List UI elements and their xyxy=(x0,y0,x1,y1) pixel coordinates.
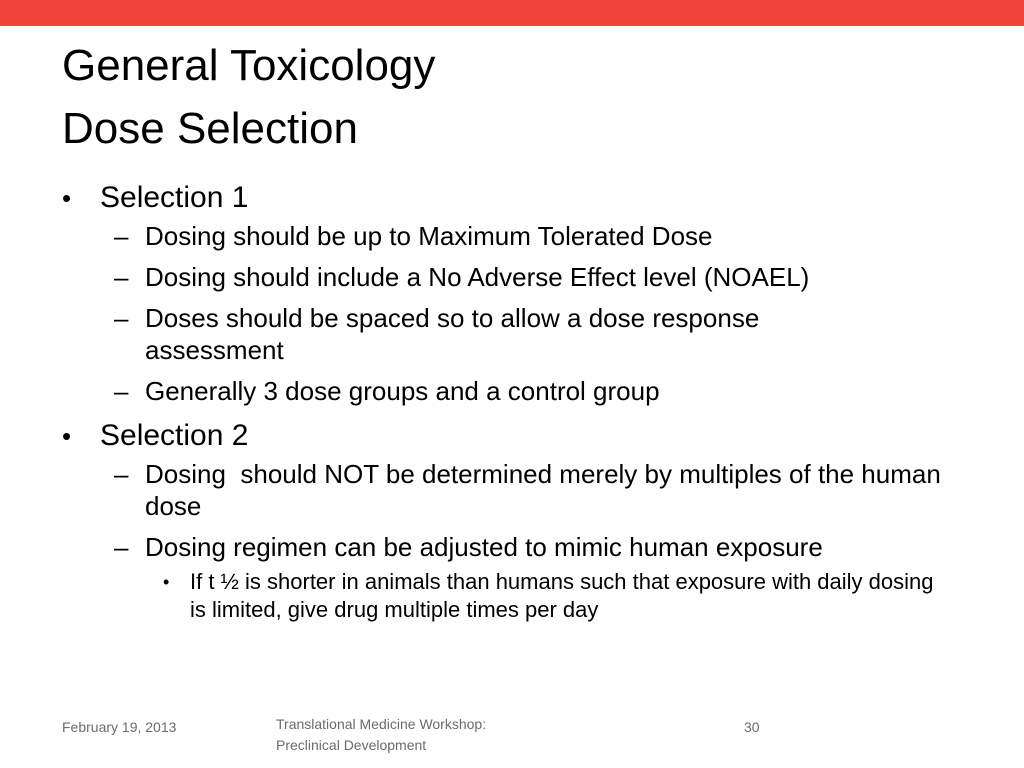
dash-icon: – xyxy=(114,459,129,489)
dash-icon: – xyxy=(114,262,129,292)
sub-bullet xyxy=(114,302,905,366)
dash-icon: – xyxy=(114,221,129,251)
sub-bullet-text: Dosing should NOT be determined merely by multiples of the human dose xyxy=(145,459,949,521)
bullet-selection-2 xyxy=(62,416,962,456)
footer-title-line-1: Translational Medicine Workshop: xyxy=(276,716,487,732)
footer-title xyxy=(276,714,486,756)
sub-bullet xyxy=(114,261,962,293)
bullet-label: Selection 2 xyxy=(100,419,249,452)
sub-bullet-text: Dosing should be up to Maximum Tolerated Dose xyxy=(145,221,713,251)
sub-bullet-text: Dosing regimen can be adjusted to mimic human exposure xyxy=(145,532,823,562)
bullet-dot-icon: • xyxy=(62,421,72,451)
sub-bullet xyxy=(114,531,962,563)
dash-icon: – xyxy=(114,376,129,406)
accent-bar xyxy=(0,0,1024,26)
sub-bullet xyxy=(114,458,965,522)
slide-content xyxy=(62,178,962,624)
sub-sub-bullet xyxy=(163,568,950,624)
dash-icon: – xyxy=(114,532,129,562)
bullet-label: Selection 1 xyxy=(100,181,249,214)
title-line-2: Dose Selection xyxy=(62,104,358,153)
dash-icon: – xyxy=(114,303,129,333)
sub-bullet xyxy=(114,375,962,407)
sub-bullet xyxy=(114,220,962,252)
sub-bullet-text: Dosing should include a No Adverse Effect level (NOAEL) xyxy=(145,262,810,292)
page-number: 30 xyxy=(744,719,760,735)
bullet-selection-1 xyxy=(62,178,962,218)
sub-sub-bullet-text: If t ½ is shorter in animals than humans such that exposure with daily dosing is limited, give drug multiple times per day xyxy=(190,569,934,622)
bullet-dot-icon: • xyxy=(163,572,170,592)
title-line-1: General Toxicology xyxy=(62,41,436,90)
footer-date: February 19, 2013 xyxy=(62,719,177,735)
slide-title xyxy=(62,34,962,160)
sub-bullet-text: Doses should be spaced so to allow a dose response assessment xyxy=(145,303,760,365)
bullet-dot-icon: • xyxy=(62,183,72,213)
sub-bullet-text: Generally 3 dose groups and a control group xyxy=(145,376,660,406)
footer-title-line-2: Preclinical Development xyxy=(276,737,427,753)
